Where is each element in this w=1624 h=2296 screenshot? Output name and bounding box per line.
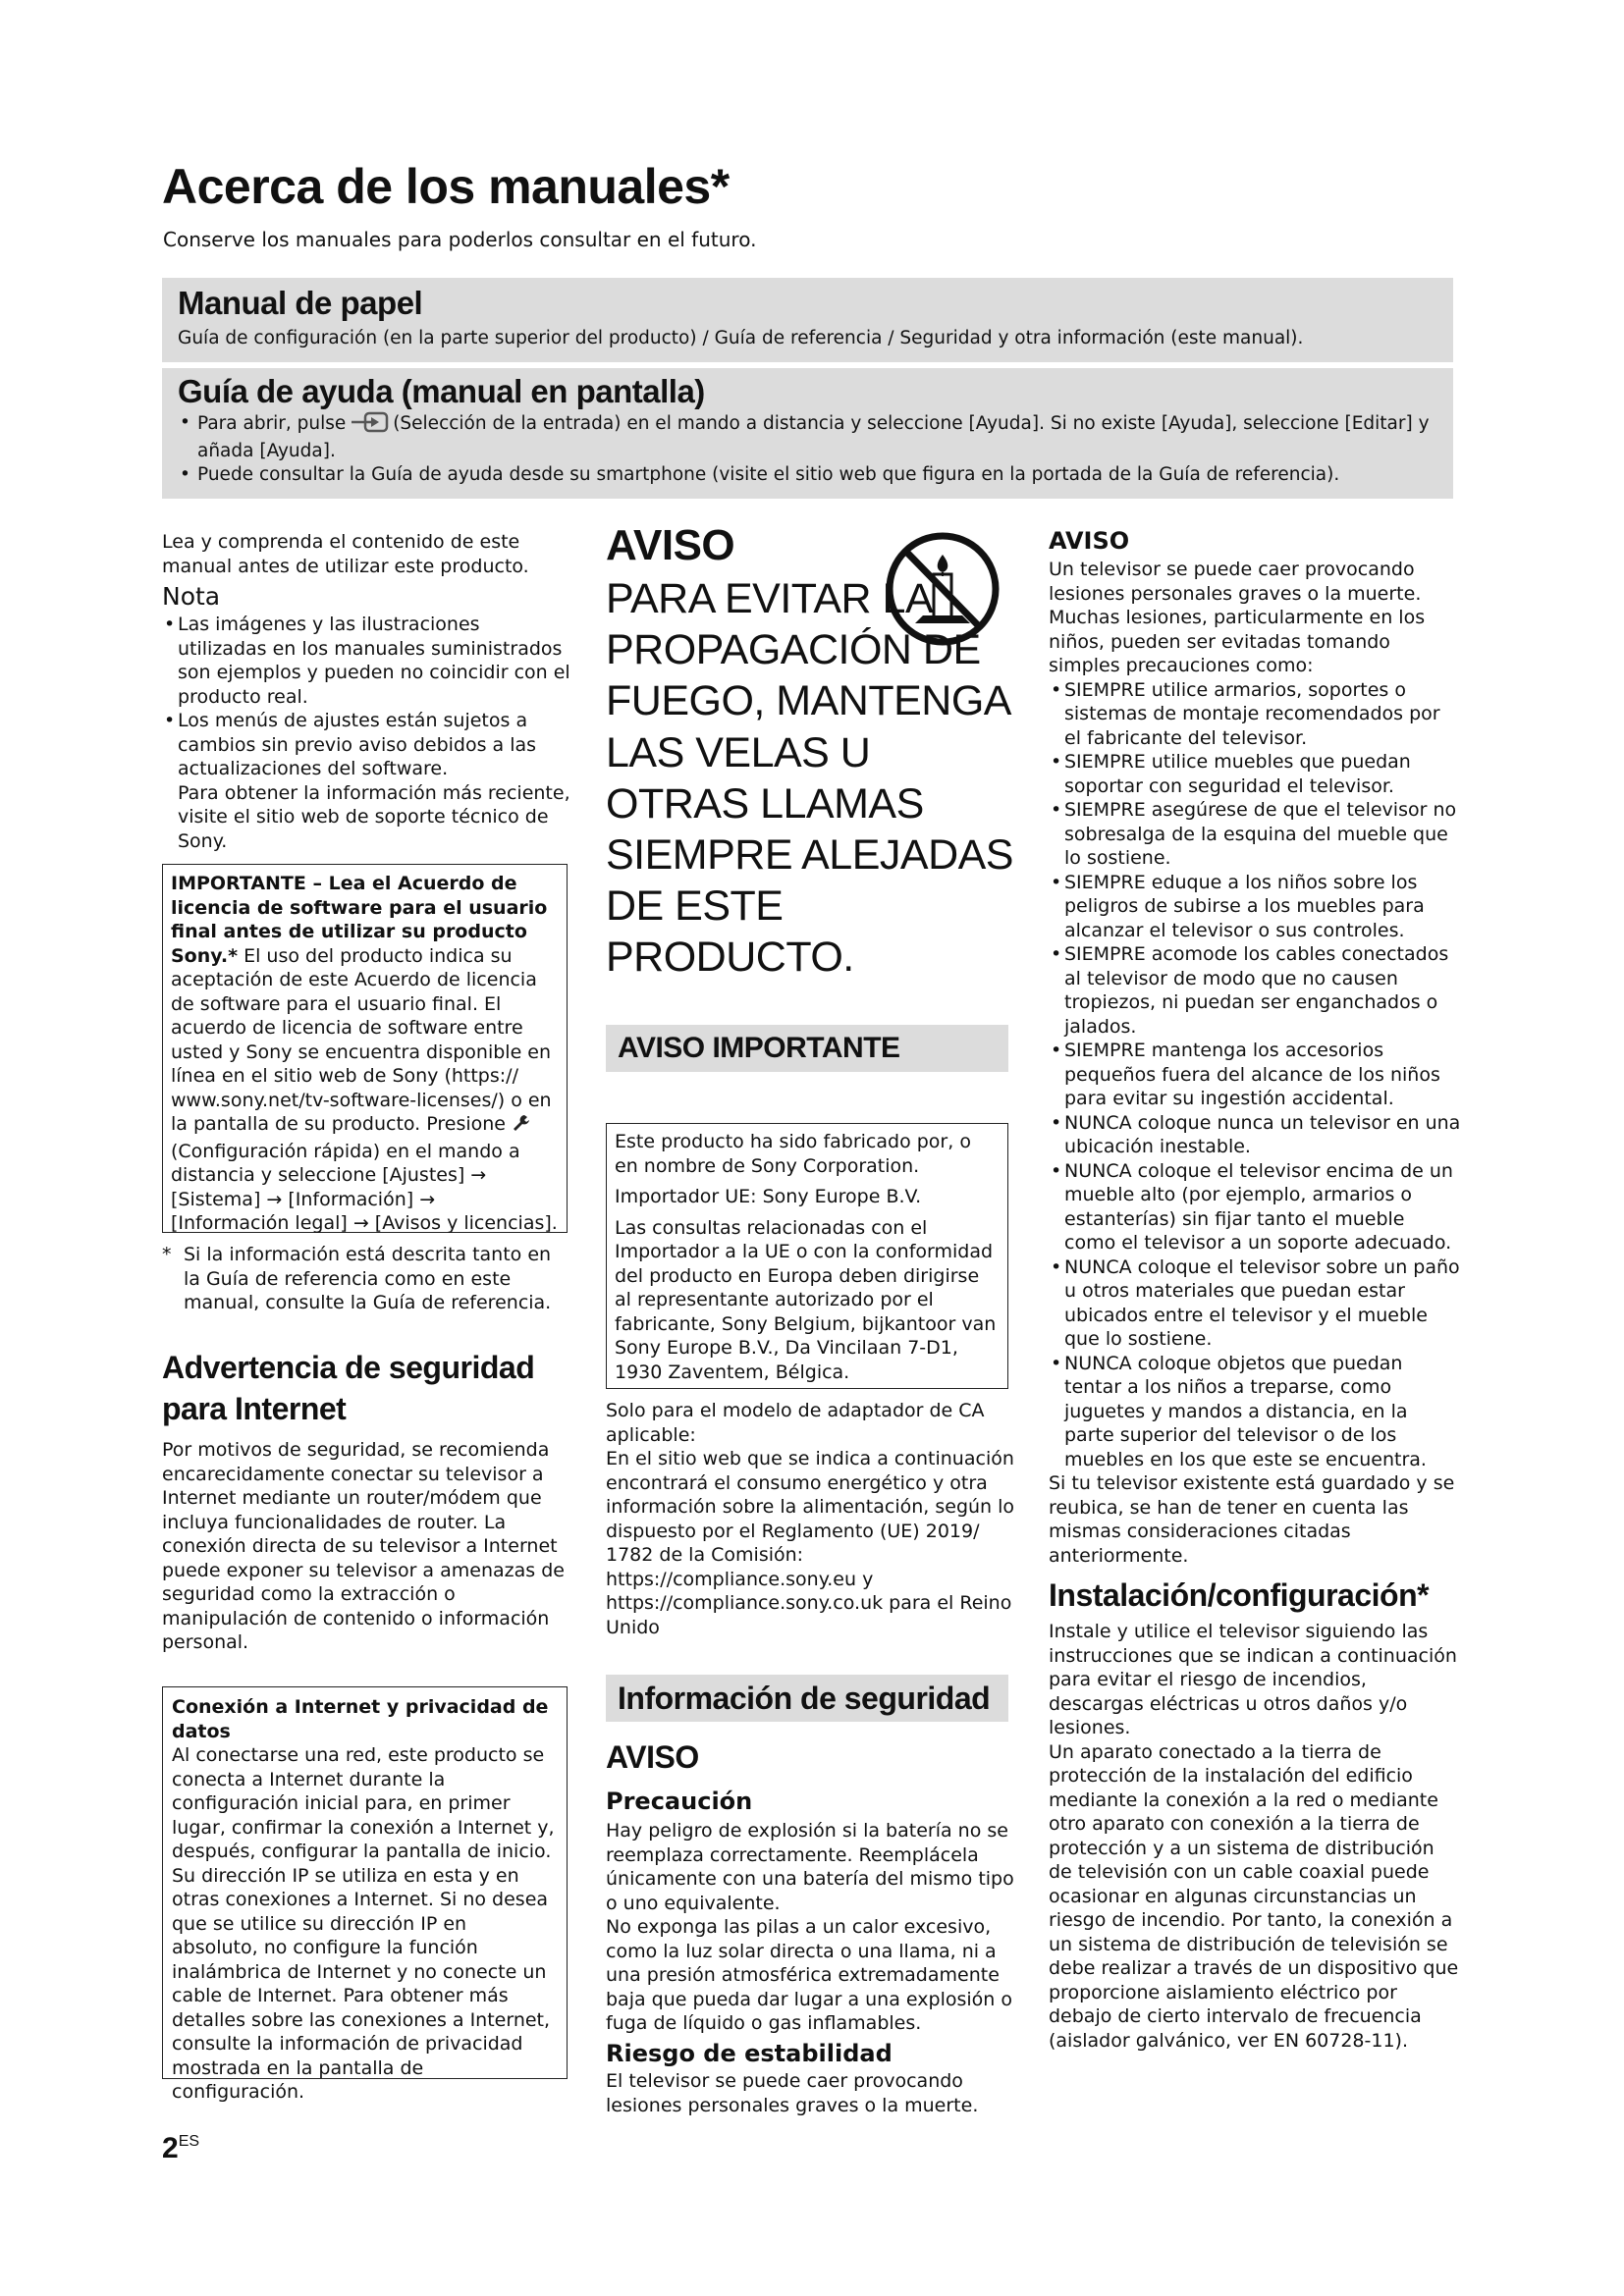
precaution-list-item: • NUNCA coloque el televisor encima de un mueble alto (por ejemplo, armarios o estanterías) sin fijar tanto el mueble como el televisor a un soporte adecuado.	[1049, 1159, 1461, 1255]
aviso-importante-title: AVISO IMPORTANTE	[618, 1032, 900, 1064]
input-select-icon	[352, 411, 393, 440]
stability-title: Riesgo de estabilidad	[606, 2040, 893, 2067]
precaution-list-item: • NUNCA coloque el televisor sobre un paño u otros materiales que puedan estar ubicados entre el televisor y el mueble que lo sostiene.	[1049, 1255, 1461, 1352]
col3-outro: Si tu televisor existente está guardado y se reubica, se han de tener en cuenta las mismas consideraciones citadas anteriormente.	[1049, 1472, 1455, 1567]
column-1	[162, 530, 572, 853]
precaution-list-item: • SIEMPRE eduque a los niños sobre los peligros de subirse a los muebles para alcanzar el televisor o sus controles.	[1049, 871, 1461, 943]
license-text: El uso del producto indica su aceptación de este Acuerdo de licencia de software para el usuario final. El acuerdo de licencia de software entre usted y Sony se encuentra disponible en línea en el sitio web de Sony (https:// www.sony.net/tv-software-licenses/) o en la pantalla de su producto. Presione	[171, 944, 552, 1135]
safety-info-title: Información de seguridad	[618, 1681, 991, 1716]
precaution-list-item: • SIEMPRE utilice armarios, soportes o sistemas de montaje recomendados por el fabricante del televisor.	[1049, 678, 1461, 751]
intro-text: Lea y comprenda el contenido de este manual antes de utilizar este producto.	[162, 531, 529, 577]
aviso-importante-band	[606, 1025, 1008, 1072]
security-title: Advertencia de seguridad para Internet	[162, 1350, 535, 1426]
aviso-title: AVISO	[606, 521, 735, 569]
precaution-list-item: • SIEMPRE asegúrese de que el televisor no sobresalga de la esquina del mueble que lo sostiene.	[1049, 798, 1461, 871]
page-subtitle: Conserve los manuales para poderlos consultar en el futuro.	[163, 228, 757, 251]
stability-text: El televisor se puede caer provocando lesiones personales graves o la muerte.	[606, 2070, 979, 2116]
importer-text-1: Este producto ha sido fabricado por, o en nombre de Sony Corporation.	[615, 1131, 971, 1177]
adapter-text: Solo para el modelo de adaptador de CA aplicable: En el sitio web que se indica a continuación encontrará el consumo energético y otra información sobre la alimentación, según lo dispuesto por el Reglamento (UE) 2019/ 1782 de la Comisión: https://compliance.sony.eu y https://compliance.sony.co.uk para el Reino Unido	[606, 1400, 1015, 1638]
footnote: * Si la información está descrita tanto en la Guía de referencia como en este manual, consulte la Guía de referencia.	[162, 1244, 552, 1313]
col3-intro: Un televisor se puede caer provocando lesiones personales graves o la muerte. Muchas lesiones, particularmente en los niños, pueden ser evitadas tomando simples precauciones como:	[1049, 559, 1426, 676]
page-number: 2ES	[162, 2132, 200, 2164]
importer-text-2: Importador UE: Sony Europe B.V.	[615, 1186, 922, 1207]
privacy-text: Al conectarse una red, este producto se conecta a Internet durante la configuración inicial para, en primer lugar, confirmar la conexión a Internet y, después, configurar la pantalla de inicio. Su dirección IP se utiliza en esta y en otras conexiones a Internet. Si no desea que se utilice su dirección IP en absoluto, no configure la función inalámbrica de Internet y no conecte un cable de Internet. Para obtener más detalles sobre las conexiones a Internet, consulte la información de privacidad mostrada en la pantalla de configuración.	[172, 1744, 555, 2103]
note-item: • Los menús de ajustes están sujetos a cambios sin previo aviso debidos a las actualizaciones del software. Para obtener la información más reciente, visite el sitio web de soporte técnico de Sony.	[162, 709, 572, 853]
precaution-list-item: • NUNCA coloque nunca un televisor en una ubicación inestable.	[1049, 1111, 1461, 1159]
aviso-2-title: AVISO	[606, 1739, 699, 1775]
help-guide-bullet-2: • Puede consultar la Guía de ayuda desde su smartphone (visite el sitio web que figura en la portada de la Guía de referencia).	[178, 463, 1439, 487]
col3-aviso-title: AVISO	[1049, 527, 1130, 555]
install-text: Instale y utilice el televisor siguiendo las instrucciones que se indican a continuación para evitar el riesgo de incendios, descargas eléctricas u otros daños y/o lesiones. Un aparato conectado a la tierra de protección de la instalación del edificio mediante la conexión a la red o mediante otro aparato con conexión a la tierra de protección y a un sistema de distribución de televisión con un cable coaxial puede ocasionar en algunas circunstancias un riesgo de incendio. Por tanto, la conexión a un sistema de distribución de televisión se debe realizar a través de un dispositivo que proporcione aislamiento eléctrico por debajo de cierto intervalo de frecuencia (aislador galvánico, ver EN 60728-11).	[1049, 1621, 1459, 2052]
aviso-text: PARA EVITAR LA PROPAGACIÓN DE FUEGO, MANTENGA LAS VELAS U OTRAS LLAMAS SIEMPRE ALEJADAS DE ESTE PRODUCTO.	[606, 575, 1013, 982]
precaution-list-item: • SIEMPRE mantenga los accesorios pequeños fuera del alcance de los niños para evitar su ingestión accidental.	[1049, 1039, 1461, 1111]
license-box	[162, 864, 568, 1233]
note-title: Nota	[162, 582, 221, 611]
importer-box	[606, 1123, 1008, 1389]
privacy-box	[162, 1686, 568, 2103]
precaution-title: Precaución	[606, 1788, 753, 1815]
security-text: Por motivos de seguridad, se recomienda encarecidamente conectar su televisor a Internet mediante un router/módem que incluya funcionalidades de router. La conexión directa de su televisor a Internet puede exponer su televisor a amenazas de seguridad como la extracción o manipulación de contenido o información personal.	[162, 1439, 565, 1653]
importer-text-3: Las consultas relacionadas con el Importador a la UE o con la conformidad del producto en Europa deben dirigirse al representante autorizado por el fabricante, Sony Belgium, bijkantoor van Sony Europe B.V., Da Vincilaan 7-D1, 1930 Zaventem, Bélgica.	[615, 1216, 997, 1383]
page-title: Acerca de los manuales*	[162, 159, 730, 214]
paper-manual-text: Guía de configuración (en la parte superior del producto) / Guía de referencia / Seguridad y otra información (este manual).	[178, 328, 1304, 348]
precaution-list-item: • SIEMPRE utilice muebles que puedan soportar con seguridad el televisor.	[1049, 750, 1461, 798]
paper-manual-title: Manual de papel	[178, 285, 423, 321]
precaution-list-item: • NUNCA coloque objetos que puedan tentar a los niños a treparse, como juguetes y mandos a distancia, en la parte superior del televisor o de los muebles en los que este se encuentra.	[1049, 1352, 1461, 1472]
help-guide-band	[162, 368, 1453, 499]
precaution-text: Hay peligro de explosión si la batería no se reemplaza correctamente. Reemplácela únicamente con una batería del mismo tipo o uno equivalente. No exponga las pilas a un calor excesivo, como la luz solar directa o una llama, ni a una presión atmosférica extremadamente baja que pueda dar lugar a una explosión o fuga de líquido o gas inflamables.	[606, 1820, 1014, 2034]
paper-manual-band	[162, 278, 1453, 362]
safety-info-band	[606, 1675, 1008, 1722]
note-item: • Las imágenes y las ilustraciones utilizadas en los manuales suministrados son ejemplos y pueden no coincidir con el producto real.	[162, 613, 572, 709]
column-3-text	[1049, 558, 1461, 1568]
install-title: Instalación/configuración*	[1049, 1577, 1430, 1613]
privacy-title: Conexión a Internet y privacidad de datos	[172, 1696, 549, 1742]
wrench-icon	[512, 1113, 531, 1140]
help-guide-bullet-1: • Para abrir, pulse (Selección de la entrada) en el mando a distancia y seleccione [Ayuda]. Si no existe [Ayuda], seleccione [Editar] y añada [Ayuda].	[178, 411, 1439, 463]
help-guide-title: Guía de ayuda (manual en pantalla)	[178, 373, 705, 409]
precaution-list-item: • SIEMPRE acomode los cables conectados al televisor de modo que no causen tropiezos, ni puedan ser enganchados o jalados.	[1049, 942, 1461, 1039]
license-text-2: (Configuración rápida) en el mando a distancia y seleccione [Ajustes] → [Sistema] → [Información] → [Información legal] → [Avisos y licencias].	[171, 1140, 558, 1234]
license-bold: IMPORTANTE – Lea el Acuerdo de licencia de software para el usuario final antes de utilizar su producto Sony.*	[171, 873, 548, 967]
